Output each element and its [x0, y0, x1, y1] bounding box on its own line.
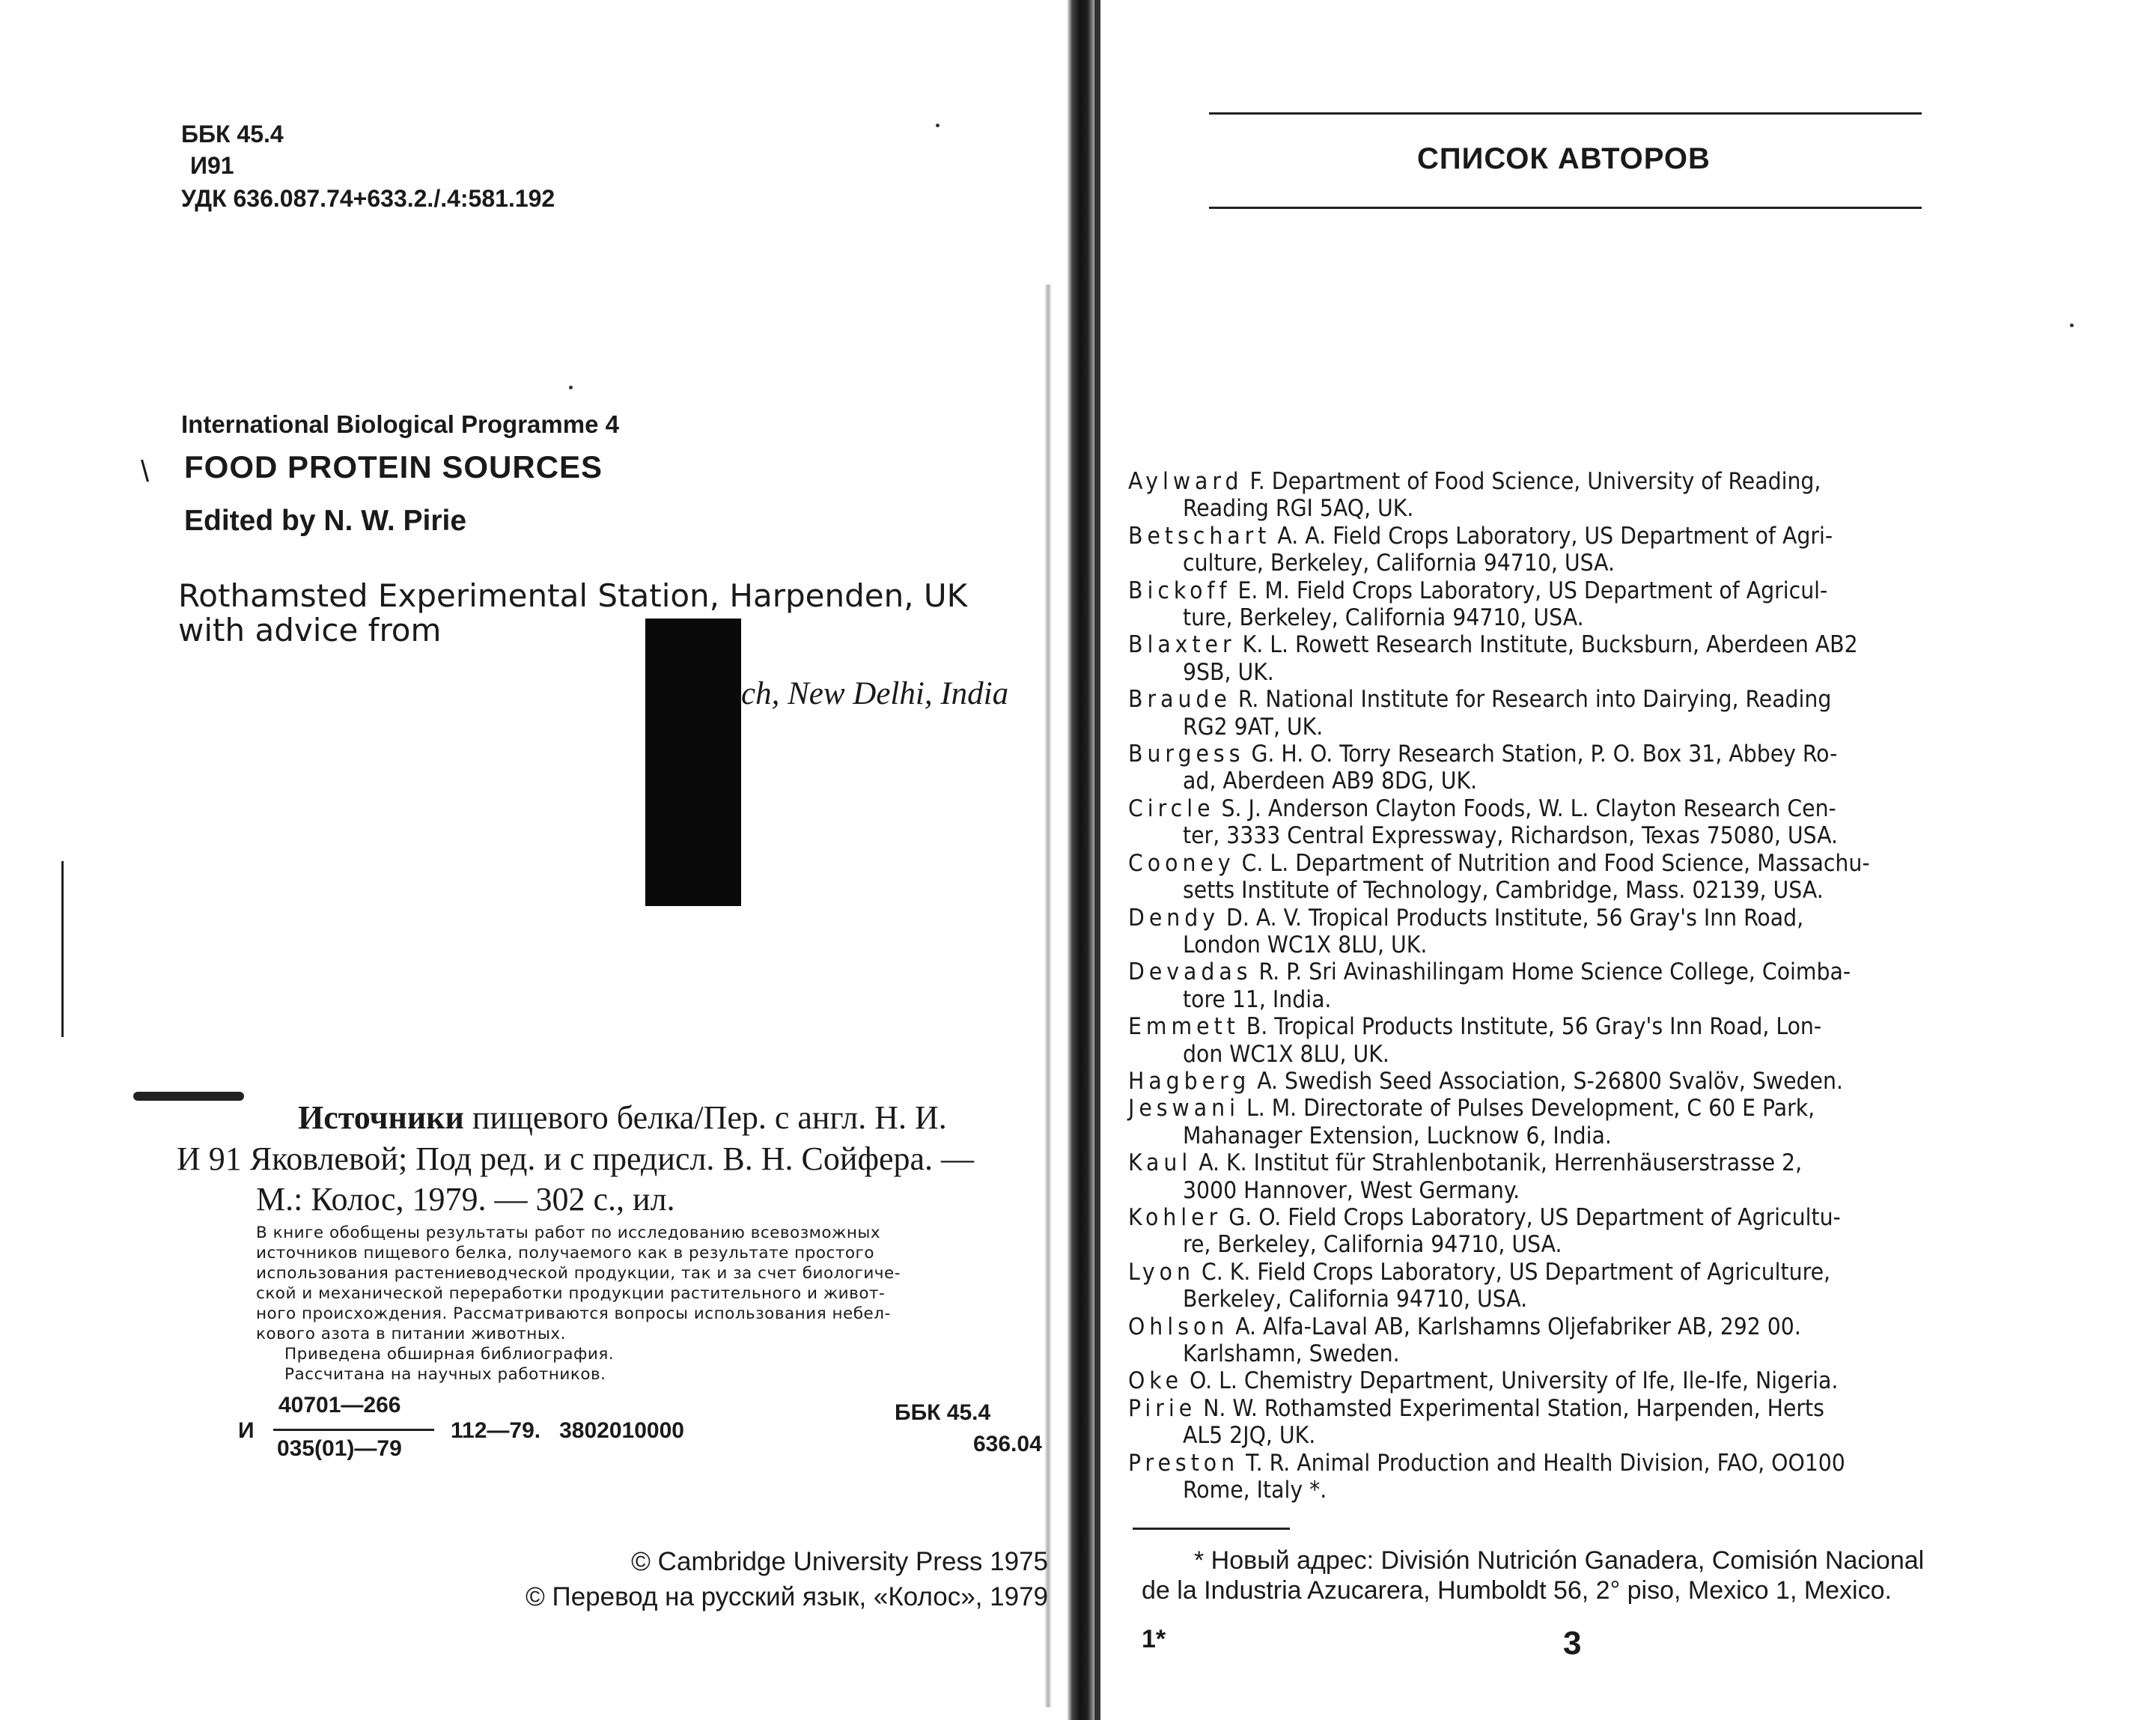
author-details-cont: tore 11, India. — [1183, 985, 1332, 1013]
scan-speck — [569, 386, 573, 389]
author-details: A. A. Field Crops Laboratory, US Department of Agri- — [1270, 522, 1833, 550]
catalog-title-rest: пищевого белка/Пер. с англ. Н. И. — [463, 1099, 947, 1136]
copyright-original: © Cambridge University Press 1975 — [631, 1547, 1048, 1576]
binding-edge — [1094, 0, 1100, 1720]
udk-code: УДК 636.087.74+633.2./.4:581.192 — [181, 185, 555, 212]
author-entry — [1128, 1367, 2012, 1394]
annotation-line: источников пищевого белка, получаемого как в результате простого — [256, 1244, 874, 1262]
annotation-line: кового азота в питании животных. — [256, 1325, 566, 1343]
bbk-footer-1: ББК 45.4 — [895, 1400, 991, 1425]
author-surname: Kaul — [1128, 1149, 1193, 1177]
author-details: A. Swedish Seed Association, S-26800 Svalöv, Sweden. — [1250, 1067, 1843, 1095]
smudge-mark — [133, 1092, 244, 1101]
author-details: E. M. Field Crops Laboratory, US Department of Agricul- — [1231, 577, 1828, 604]
annotation-line: использования растениеводческой продукции, так и за счет биологиче- — [256, 1264, 901, 1283]
annotation — [256, 1223, 1050, 1385]
author-surname: Dendy — [1128, 904, 1219, 932]
formula-prefix: И — [238, 1418, 255, 1443]
author-entry — [1128, 686, 2012, 741]
author-surname: Circle — [1128, 794, 1215, 822]
author-details: D. A. V. Tropical Products Institute, 56 Gray's Inn Road, — [1219, 904, 1804, 932]
author-details-cont: 3000 Hannover, West Germany. — [1183, 1176, 1520, 1204]
author-surname: Blaxter — [1128, 631, 1236, 659]
author-details: O. L. Chemistry Department, University of Ife, Ile-Ife, Nigeria. — [1183, 1367, 1839, 1395]
author-details-cont: Rome, Italy *. — [1183, 1477, 1327, 1504]
formula-suffix: 112—79. 3802010000 — [451, 1418, 684, 1443]
author-entry — [1128, 905, 2012, 959]
author-entry — [1128, 795, 2012, 850]
author-entry — [1128, 468, 2012, 523]
author-entry — [1128, 577, 2012, 632]
author-surname: Oke — [1128, 1367, 1184, 1395]
author-surname: Aylward — [1128, 468, 1243, 495]
affiliation-line-2: with advice from — [178, 612, 442, 648]
author-details-cont: London WC1X 8LU, UK. — [1183, 931, 1428, 958]
author-surname: Burgess — [1128, 741, 1245, 768]
author-entry — [1128, 1450, 2012, 1504]
page-number: 3 — [1563, 1625, 1582, 1662]
annotation-note: Рассчитана на научных работников. — [284, 1365, 606, 1384]
author-entry — [1128, 958, 2012, 1013]
author-details: R. National Institute for Research into Dairying, Reading — [1231, 686, 1832, 714]
author-details-cont: Karlshamn, Sweden. — [1183, 1340, 1400, 1367]
scan-speck — [2070, 323, 2074, 327]
author-details-cont: 9SB, UK. — [1183, 658, 1274, 686]
catalog-title-bold: Источники — [298, 1099, 464, 1136]
author-list — [1128, 468, 2012, 1504]
author-surname: Jeswani — [1128, 1095, 1240, 1122]
footnote-line-1: * Новый адрес: División Nutrición Ganadera, Comisión Nacional — [1194, 1546, 1925, 1575]
author-surname: Pirie — [1128, 1394, 1197, 1422]
book-title: FOOD PROTEIN SOURCES — [184, 449, 603, 484]
formula-numerator: 40701—266 — [278, 1393, 401, 1417]
author-details: A. Alfa-Laval AB, Karlshamns Oljefabriker AB, 292 00. — [1228, 1313, 1801, 1340]
copyright-translation: © Перевод на русский язык, «Колос», 1979 — [526, 1582, 1048, 1611]
catalog-entry-line-1 — [298, 1097, 947, 1139]
author-details-cont: Mahanager Extension, Lucknow 6, India. — [1183, 1122, 1612, 1149]
author-surname: Preston — [1128, 1449, 1240, 1477]
fraction-bar — [273, 1429, 434, 1431]
author-entry — [1128, 1095, 2012, 1149]
author-details: C. K. Field Crops Laboratory, US Department of Agriculture, — [1194, 1258, 1831, 1286]
author-surname: Cooney — [1128, 849, 1235, 877]
author-details: F. Department of Food Science, University of Reading, — [1243, 468, 1821, 495]
author-entry — [1128, 1395, 2012, 1450]
author-surname: Kohler — [1128, 1203, 1222, 1231]
author-entry — [1128, 523, 2012, 577]
author-details: B. Tropical Products Institute, 56 Gray's Inn Road, Lon- — [1239, 1013, 1822, 1041]
author-details: T. R. Animal Production and Health Division, FAO, OO100 — [1239, 1449, 1845, 1477]
author-details-cont: re, Berkeley, California 94710, USA. — [1183, 1231, 1562, 1259]
author-details: G. H. O. Torry Research Station, P. O. Box 31, Abbey Ro- — [1244, 741, 1838, 768]
author-surname: Braude — [1128, 686, 1231, 714]
annotation-line: В книге обобщены результаты работ по исследованию всевозможных — [256, 1224, 881, 1242]
redaction-block — [645, 619, 741, 906]
author-details: N. W. Rothamsted Experimental Station, Harpenden, Herts — [1196, 1394, 1824, 1422]
author-details: C. L. Department of Nutrition and Food Science, Massachu- — [1234, 849, 1870, 877]
affiliation-line-1: Rothamsted Experimental Station, Harpenden, UK — [178, 577, 968, 614]
catalog-line-2-text: Яковлевой; Под ред. и с предисл. В. Н. Сойфера. — — [249, 1140, 975, 1177]
author-entry — [1128, 1313, 2012, 1368]
author-details-cont: culture, Berkeley, California 94710, USA. — [1183, 550, 1615, 577]
author-details-cont: don WC1X 8LU, UK. — [1183, 1040, 1389, 1068]
catalog-index-mark: И 91 — [177, 1140, 242, 1177]
author-details-cont: ter, 3333 Central Expressway, Richardson, Texas 75080, USA. — [1183, 822, 1839, 850]
author-entry — [1128, 850, 2012, 905]
author-surname: Lyon — [1128, 1258, 1195, 1286]
author-details-cont: RG2 9AT, UK. — [1183, 713, 1324, 741]
annotation-line: ской и механической переработки продукции растительного и живот- — [256, 1284, 886, 1303]
author-entry — [1128, 1149, 2012, 1204]
author-surname: Betschart — [1128, 522, 1271, 550]
author-entry — [1128, 1204, 2012, 1259]
author-surname: Bickoff — [1128, 577, 1231, 604]
annotation-note: Приведена обширная библиография. — [284, 1345, 615, 1364]
signature-mark: 1* — [1142, 1625, 1166, 1653]
binding-shadow — [1044, 285, 1052, 1707]
top-rule — [1209, 112, 1922, 115]
author-details-cont: Berkeley, California 94710, USA. — [1183, 1286, 1528, 1313]
series-title: International Biological Programme 4 — [181, 410, 619, 438]
index-code: И91 — [190, 152, 234, 179]
author-entry — [1128, 1068, 2012, 1095]
author-surname: Hagberg — [1128, 1067, 1251, 1095]
bbk-code: ББК 45.4 — [181, 121, 284, 148]
affiliation-partial: ch, New Delhi, India — [741, 676, 1009, 711]
author-entry — [1128, 1013, 2012, 1068]
author-details: L. M. Directorate of Pulses Development, C 60 E Park, — [1239, 1095, 1815, 1122]
annotation-line: ного происхождения. Рассматриваются вопросы использования небел- — [256, 1304, 891, 1323]
catalog-entry-line-2 — [177, 1138, 974, 1180]
margin-mark — [61, 861, 64, 1037]
footnote-line-2: de la Industria Azucarera, Humboldt 56, 2° piso, Mexico 1, Mexico. — [1142, 1576, 1892, 1605]
author-details-cont: ture, Berkeley, California 94710, USA. — [1183, 604, 1584, 632]
formula-denominator: 035(01)—79 — [277, 1436, 402, 1461]
author-entry — [1128, 631, 2012, 686]
authors-heading: СПИСОК АВТОРОВ — [1417, 142, 1711, 175]
bbk-footer-2: 636.04 — [973, 1432, 1042, 1456]
author-surname: Devadas — [1128, 958, 1252, 986]
editor-line: Edited by N. W. Pirie — [184, 505, 467, 537]
author-details-cont: ad, Aberdeen AB9 8DG, UK. — [1183, 768, 1478, 795]
author-details: G. O. Field Crops Laboratory, US Department of Agricultu- — [1222, 1203, 1841, 1231]
author-details-cont: AL5 2JQ, UK. — [1183, 1422, 1316, 1450]
scan-speck — [936, 124, 940, 127]
author-details: S. J. Anderson Clayton Foods, W. L. Clayton Research Cen- — [1214, 794, 1836, 822]
author-surname: Ohlson — [1128, 1313, 1229, 1340]
book-spine — [1067, 0, 1097, 1720]
author-surname: Emmett — [1128, 1013, 1240, 1041]
author-entry — [1128, 741, 2012, 795]
author-details: K. L. Rowett Research Institute, Bucksburn, Aberdeen AB2 — [1235, 631, 1858, 659]
bottom-rule — [1209, 207, 1922, 209]
author-details: R. P. Sri Avinashilingam Home Science College, Coimba- — [1252, 958, 1851, 986]
author-entry — [1128, 1259, 2012, 1313]
author-details-cont: Reading RGI 5AQ, UK. — [1183, 495, 1414, 523]
check-mark: \ — [141, 455, 150, 488]
author-details-cont: setts Institute of Technology, Cambridge, Mass. 02139, USA. — [1183, 877, 1824, 905]
catalog-entry-line-3: М.: Колос, 1979. — 302 с., ил. — [256, 1181, 675, 1218]
footnote-rule — [1133, 1528, 1290, 1530]
author-details: A. K. Institut für Strahlenbotanik, Herrenhäuserstrasse 2, — [1192, 1149, 1803, 1177]
